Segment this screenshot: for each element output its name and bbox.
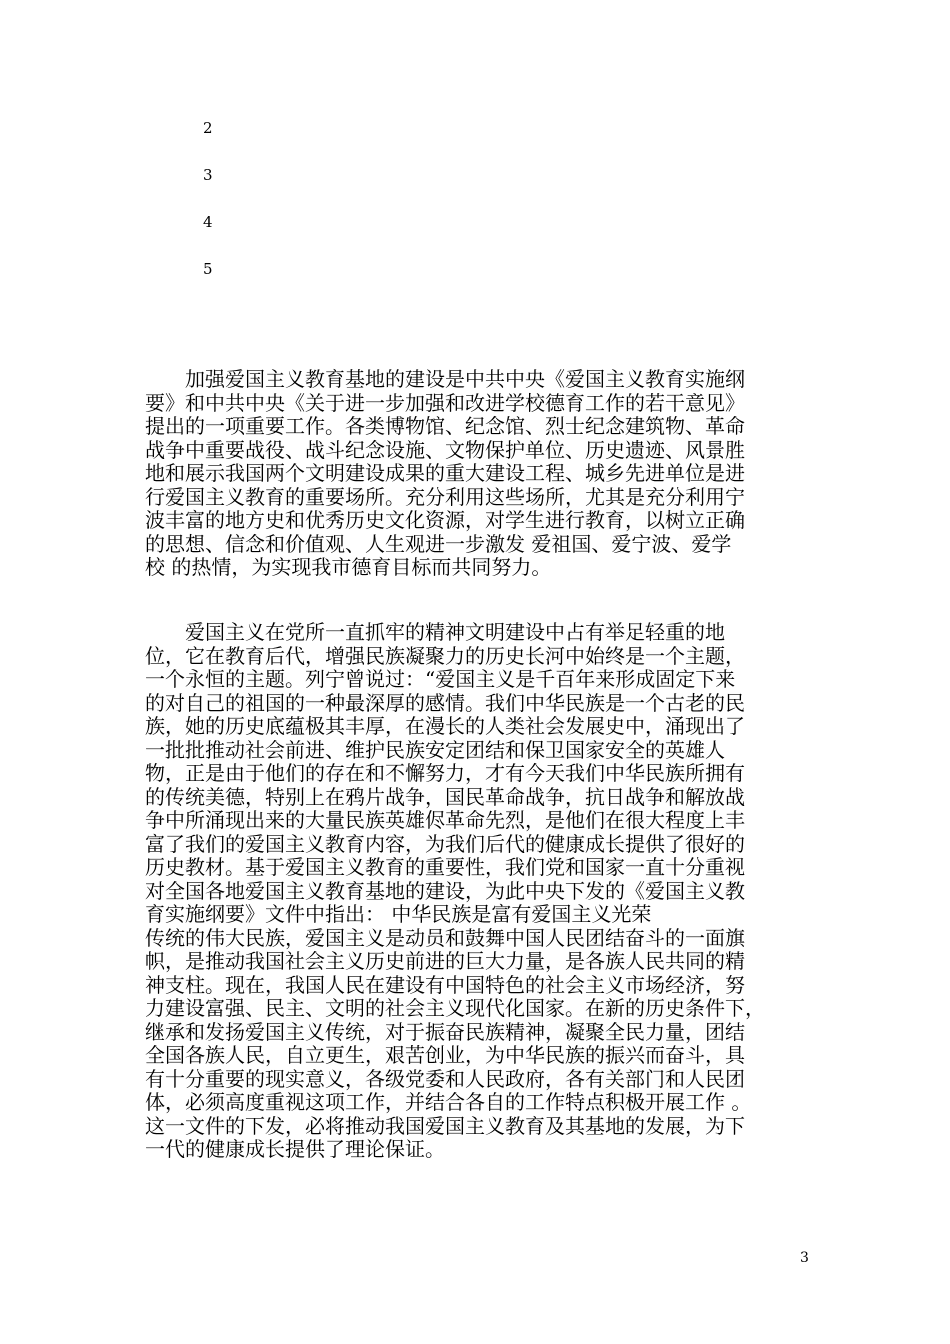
text-line: 一个永恒的主题。列宁曾说过：“爱国主义是千百年来形成固定下来 (145, 668, 736, 691)
list-item-3: 3 (203, 166, 214, 184)
text-line: 的思想、信念和价值观、人生观进一步激发 爱祖国、爱宁波、爱学 (145, 532, 732, 556)
text-line: 帜，是推动我国社会主义历史前进的巨大力量，是各族人民共同的精 (145, 950, 745, 973)
text-line: 育实施纲要》文件中指出： 中华民族是富有爱国主义光荣 (145, 903, 652, 926)
text-line: 力建设富强、民主、文明的社会主义现代化国家。在新的历史条件下， (145, 997, 765, 1020)
list-item-4: 4 (203, 213, 214, 231)
text-line: 这一文件的下发，必将推动我国爱国主义教育及其基地的发展，为下 (145, 1114, 745, 1138)
text-line: 神支柱。现在，我国人民在建设有中国特色的社会主义市场经济，努 (145, 973, 745, 997)
text-line: 物，正是由于他们的存在和不懈努力，才有今天我们中华民族所拥有 (145, 762, 745, 785)
text-line: 对全国各地爱国主义教育基地的建设，为此中央下发的《爱国主义教 (145, 879, 745, 903)
text-line: 历史教材。基于爱国主义教育的重要性，我们党和国家一直十分重视 (145, 856, 745, 879)
page-number: 3 (800, 1250, 809, 1266)
text-line: 传统的伟大民族，爱国主义是动员和鼓舞中国人民团结奋斗的一面旗 (145, 926, 745, 950)
text-line: 爱国主义在党所一直抓牢的精神文明建设中占有举足轻重的地 (145, 621, 725, 644)
text-line: 体，必须高度重视这项工作，并结合各自的工作特点积极开展工作 。 (145, 1091, 752, 1114)
text-line: 族，她的历史底蕴极其丰厚，在漫长的人类社会发展史中，涌现出了 (145, 715, 745, 738)
text-line: 战争中重要战役、战斗纪念设施、文物保护单位、历史遗迹、风景胜 (145, 438, 745, 462)
text-line: 提出的一项重要工作。各类博物馆、纪念馆、烈士纪念建筑物、革命 (145, 415, 745, 438)
text-line: 富了我们的爱国主义教育内容，为我们后代的健康成长提供了很好的 (145, 832, 745, 856)
text-line: 一代的健康成长提供了理论保证。 (145, 1138, 445, 1161)
text-line: 校 的热情，为实现我市德育目标而共同努力。 (145, 556, 552, 579)
text-line: 地和展示我国两个文明建设成果的重大建设工程、城乡先进单位是进 (145, 462, 745, 485)
text-line: 全国各族人民，自立更生，艰苦创业，为中华民族的振兴而奋斗，具 (145, 1044, 745, 1067)
text-line: 有十分重要的现实意义，各级党委和人民政府，各有关部门和人民团 (145, 1067, 745, 1091)
text-line: 波丰富的地方史和优秀历史文化资源，对学生进行教育，以树立正确 (145, 509, 745, 532)
paragraph-1 (145, 368, 805, 580)
paragraph-2 (145, 621, 805, 1162)
text-line: 加强爱国主义教育基地的建设是中共中央《爱国主义教育实施纲 (145, 368, 745, 391)
text-line: 一批批推动社会前进、维护民族安定团结和保卫国家安全的英雄人 (145, 738, 725, 762)
text-line: 位，它在教育后代，增强民族凝聚力的历史长河中始终是一个主题， (145, 644, 745, 668)
list-item-2: 2 (203, 119, 214, 137)
text-line: 的传统美德，特别上在鸦片战争，国民革命战争，抗日战争和解放战 (145, 785, 745, 809)
section-heading (145, 326, 183, 346)
text-line: 继承和发扬爱国主义传统，对于振奋民族精神，凝聚全民力量，团结 (145, 1020, 745, 1044)
text-line: 的对自己的祖国的一种最深厚的感情。我们中华民族是一个古老的民 (145, 691, 745, 715)
text-line: 争中所涌现出来的大量民族英雄侭革命先烈，是他们在很大程度上丰 (145, 809, 745, 832)
text-line: 要》和中共中央《关于进一步加强和改进学校德育工作的若干意见》 (145, 391, 745, 415)
text-line: 行爱国主义教育的重要场所。充分利用这些场所，尤其是充分利用宁 (145, 485, 745, 509)
list-item-5: 5 (203, 260, 214, 278)
